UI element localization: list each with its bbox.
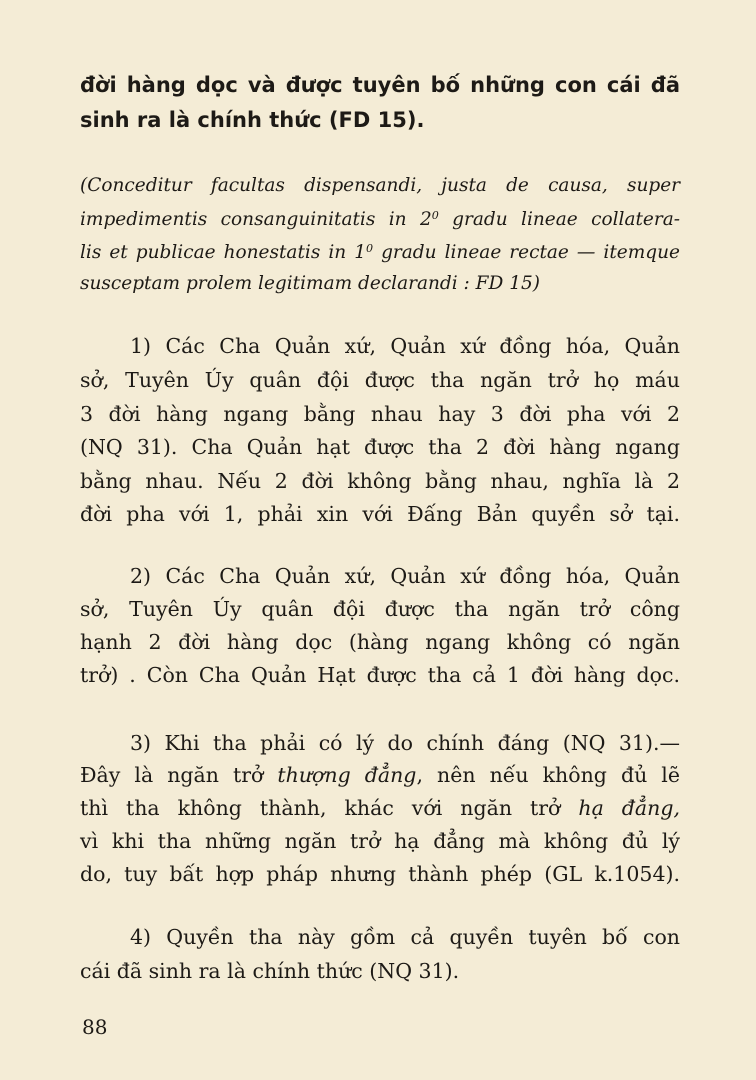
para1-line-6: đời pha với 1, phải xin với Đấng Bản quyền sở tại. [80, 502, 680, 526]
latin-line-4: susceptam prolem legitimam declarandi : FD 15) [80, 273, 540, 294]
para1-line-4: (NQ 31). Cha Quản hạt được tha 2 đời hàng ngang [80, 435, 680, 459]
para4-line-2: cái đã sinh ra là chính thức (NQ 31). [80, 959, 460, 983]
latin-line-1: (Conceditur facultas dispensandi, justa de causa, super [80, 175, 680, 196]
para3-line-3: thì tha không thành, khác với ngăn trở hạ đẳng, [80, 796, 680, 820]
continuation-line-1: đời hàng dọc và được tuyên bố những con cái đã [80, 73, 680, 97]
para2-line-1: 2) Các Cha Quản xứ, Quản xứ đồng hóa, Quản [130, 564, 680, 588]
para3-line-5: do, tuy bất hợp pháp nhưng thành phép (GL k.1054). [80, 862, 680, 886]
para3-line-4: vì khi tha những ngăn trở hạ đẳng mà không đủ lý [80, 829, 680, 853]
para1-line-2: sở, Tuyên Úy quân đội được tha ngăn trở họ máu [80, 368, 680, 392]
continuation-line-2: sinh ra là chính thức (FD 15). [80, 108, 425, 132]
para3-line-1: 3) Khi tha phải có lý do chính đáng (NQ 31).— [130, 731, 680, 755]
para2-line-4: trở) . Còn Cha Quản Hạt được tha cả 1 đời hàng dọc. [80, 663, 680, 687]
para2-line-3: hạnh 2 đời hàng dọc (hàng ngang không có ngăn [80, 630, 680, 654]
page-number: 88 [82, 1015, 108, 1039]
para1-line-5: bằng nhau. Nếu 2 đời không bằng nhau, nghĩa là 2 [80, 469, 680, 493]
para4-line-1: 4) Quyền tha này gồm cả quyền tuyên bố con [130, 925, 680, 949]
para1-line-3: 3 đời hàng ngang bằng nhau hay 3 đời pha với 2 [80, 402, 680, 426]
latin-line-3: lis et publicae honestatis in $1^0$ gradu lineae rectae — itemque [80, 242, 680, 264]
para2-line-2: sở, Tuyên Úy quân đội được tha ngăn trở công [80, 597, 680, 621]
para3-line-2: Đây là ngăn trở thượng đẳng, nên nếu không đủ lẽ [80, 763, 680, 787]
para1-line-1: 1) Các Cha Quản xứ, Quản xứ đồng hóa, Quản [130, 334, 680, 358]
latin-line-2: impedimentis consanguinitatis in $2^0$ gradu lineae collatera- [80, 209, 680, 231]
